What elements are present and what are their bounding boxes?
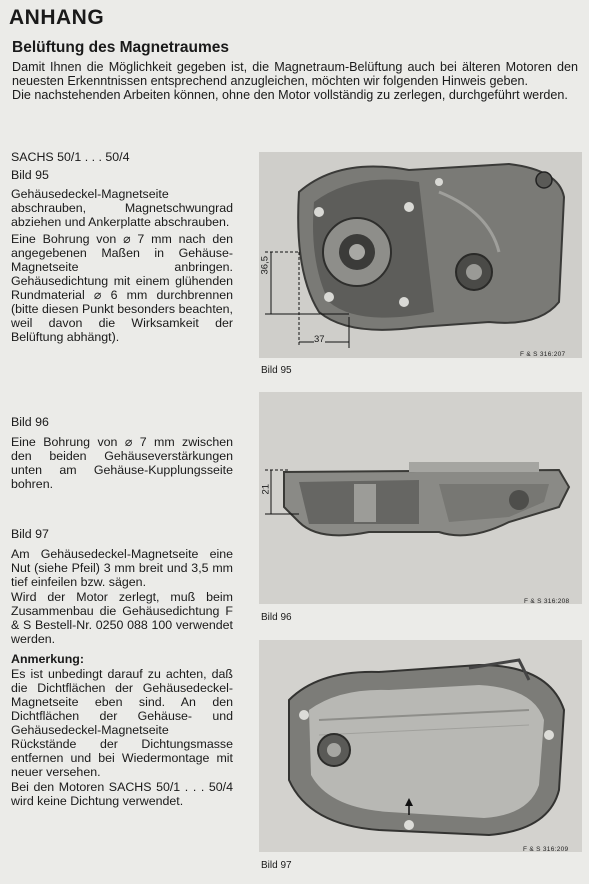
bild97-label: Bild 97 [11, 527, 49, 541]
bild95-label: Bild 95 [11, 168, 49, 182]
figure-95-caption: Bild 95 [261, 365, 292, 376]
bild97-text [11, 527, 233, 808]
bild96-step1: Eine Bohrung von ⌀ 7 mm zwischen den beiden Gehäuseverstärkungen unten am Gehäuse-Kupplungsseite bohren. [11, 435, 233, 491]
intro-paragraph: Die nachstehenden Arbeiten können, ohne den Motor vollständig zu zerlegen, durchgeführt werden. [12, 88, 568, 103]
bild95-step1: Gehäusedeckel-Magnetseite abschrauben, Magnetschwungrad abziehen und Ankerplatte abschrauben. [11, 187, 233, 229]
figure-96-code: F & S 316:208 [524, 598, 570, 605]
note-text: Es ist unbedingt darauf zu achten, daß die Dichtflächen der Gehäusedeckel-Magnetseite eben sind. An den Dichtflächen der Gehäuse- und Gehäusedeckel-Magnetseite Rückstände der Dichtungsmasse entfernen und bei Wiedermontage mit neuer versehen. [11, 667, 233, 779]
note-heading: Anmerkung: [11, 652, 84, 666]
bild97-step2: Wird der Motor zerlegt, muß beim Zusammenbau die Gehäusedichtung F & S Bestell-Nr. 0250 088 100 verwendet werden. [11, 590, 233, 646]
note-text: Bei den Motoren SACHS 50/1 . . . 50/4 wird keine Dichtung verwendet. [11, 780, 233, 808]
figure-96-caption: Bild 96 [261, 612, 292, 623]
bild96-text [11, 415, 233, 491]
figure-96-photo [259, 392, 582, 604]
bild96-label: Bild 96 [11, 415, 49, 429]
figure-97-caption: Bild 97 [261, 860, 292, 871]
bild95-step2: Eine Bohrung von ⌀ 7 mm nach den angegebenen Maßen in Gehäuse-Magnetseite anbringen. Gehäusedichtung mit einem glühenden Rundmaterial ⌀ 6 mm durchbrennen (bitte diesen Punkt besonders beachten, weil davon die Wirksamkeit der Belüftung abhängt). [11, 232, 233, 344]
models-line: SACHS 50/1 . . . 50/4 [11, 150, 130, 164]
figure-97-code: F & S 316:209 [523, 846, 569, 853]
dimension-label: 21 [260, 483, 272, 495]
figure-95-code: F & S 316:207 [520, 351, 566, 358]
bild95-text [11, 150, 233, 344]
dimension-label: 36,5 [259, 256, 271, 275]
intro-paragraph: Damit Ihnen die Möglichkeit gegeben ist, die Magnetraum-Belüftung auch bei älteren Motoren den neuesten Erkenntnissen entsprechend anzugleichen, möchten wir folgenden Hinweis geben. [12, 60, 578, 89]
dimension-label: 37 [314, 334, 325, 345]
intro-text [12, 60, 578, 103]
figure-95-photo [259, 152, 582, 358]
section-title: Belüftung des Magnetraumes [12, 39, 230, 56]
page-title: ANHANG [9, 6, 105, 29]
figure-97-photo [259, 640, 582, 852]
bild97-step1: Am Gehäusedeckel-Magnetseite eine Nut (siehe Pfeil) 3 mm breit und 3,5 mm tief einfeilen bzw. sägen. [11, 547, 233, 589]
